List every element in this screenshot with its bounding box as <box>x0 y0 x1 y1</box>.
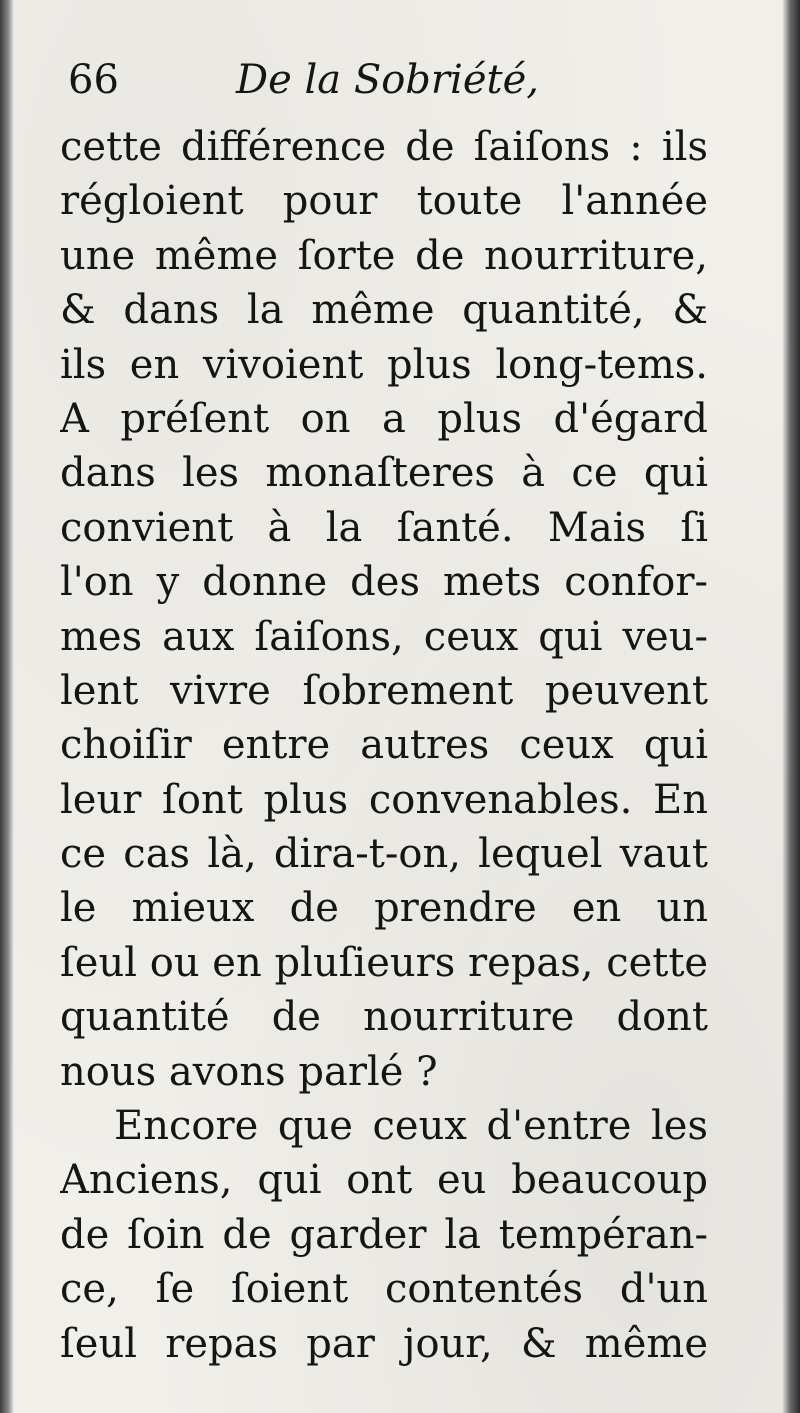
text-line: ils en vivoient plus long-tems. <box>60 341 708 388</box>
paragraph-2 <box>60 1099 708 1371</box>
text-line: Encore que ceux d'entre les <box>114 1103 708 1150</box>
text-line: & dans la même quantité, & <box>60 287 708 334</box>
text-line: lent vivre ſobrement peuvent <box>60 667 708 714</box>
running-head <box>68 50 708 110</box>
text-line: une même ſorte de nourriture, <box>60 232 708 279</box>
binding-shadow-right <box>782 0 800 1413</box>
text-line: choiſir entre autres ceux qui <box>60 722 708 769</box>
text-line: dans les monaſteres à ce qui <box>60 450 708 497</box>
text-line: ſeul ou en pluſieurs repas, cette <box>60 939 708 986</box>
text-line: ce cas là, dira-t-on, lequel vaut <box>60 831 708 878</box>
text-line: de ſoin de garder la tempéran- <box>60 1211 708 1258</box>
text-line: quantité de nourriture dont <box>60 994 708 1041</box>
text-line: cette différence de ſaiſons : ils <box>60 124 708 170</box>
binding-shadow-left <box>0 0 14 1413</box>
text-line: ſeul repas par jour, & même <box>60 1320 708 1367</box>
page-number: 66 <box>68 57 119 103</box>
running-title: De la Sobriété, <box>236 57 539 103</box>
text-line: ce, ſe ſoient contentés d'un <box>60 1266 708 1313</box>
text-line: mes aux ſaiſons, ceux qui veu- <box>60 613 708 660</box>
body-text <box>60 120 708 1371</box>
text-line: le mieux de prendre en un <box>60 885 708 932</box>
text-line: l'on y donne des mets confor- <box>60 559 708 606</box>
text-line: leur ſont plus convenables. En <box>60 776 708 823</box>
paragraph-1 <box>60 120 708 1099</box>
text-line: nous avons parlé ? <box>60 1048 438 1095</box>
text-line: Anciens, qui ont eu beaucoup <box>60 1157 708 1204</box>
text-line: convient à la ſanté. Mais ſi <box>60 504 708 551</box>
text-line: A préſent on a plus d'égard <box>60 395 708 442</box>
text-line: régloient pour toute l'année <box>60 178 708 225</box>
